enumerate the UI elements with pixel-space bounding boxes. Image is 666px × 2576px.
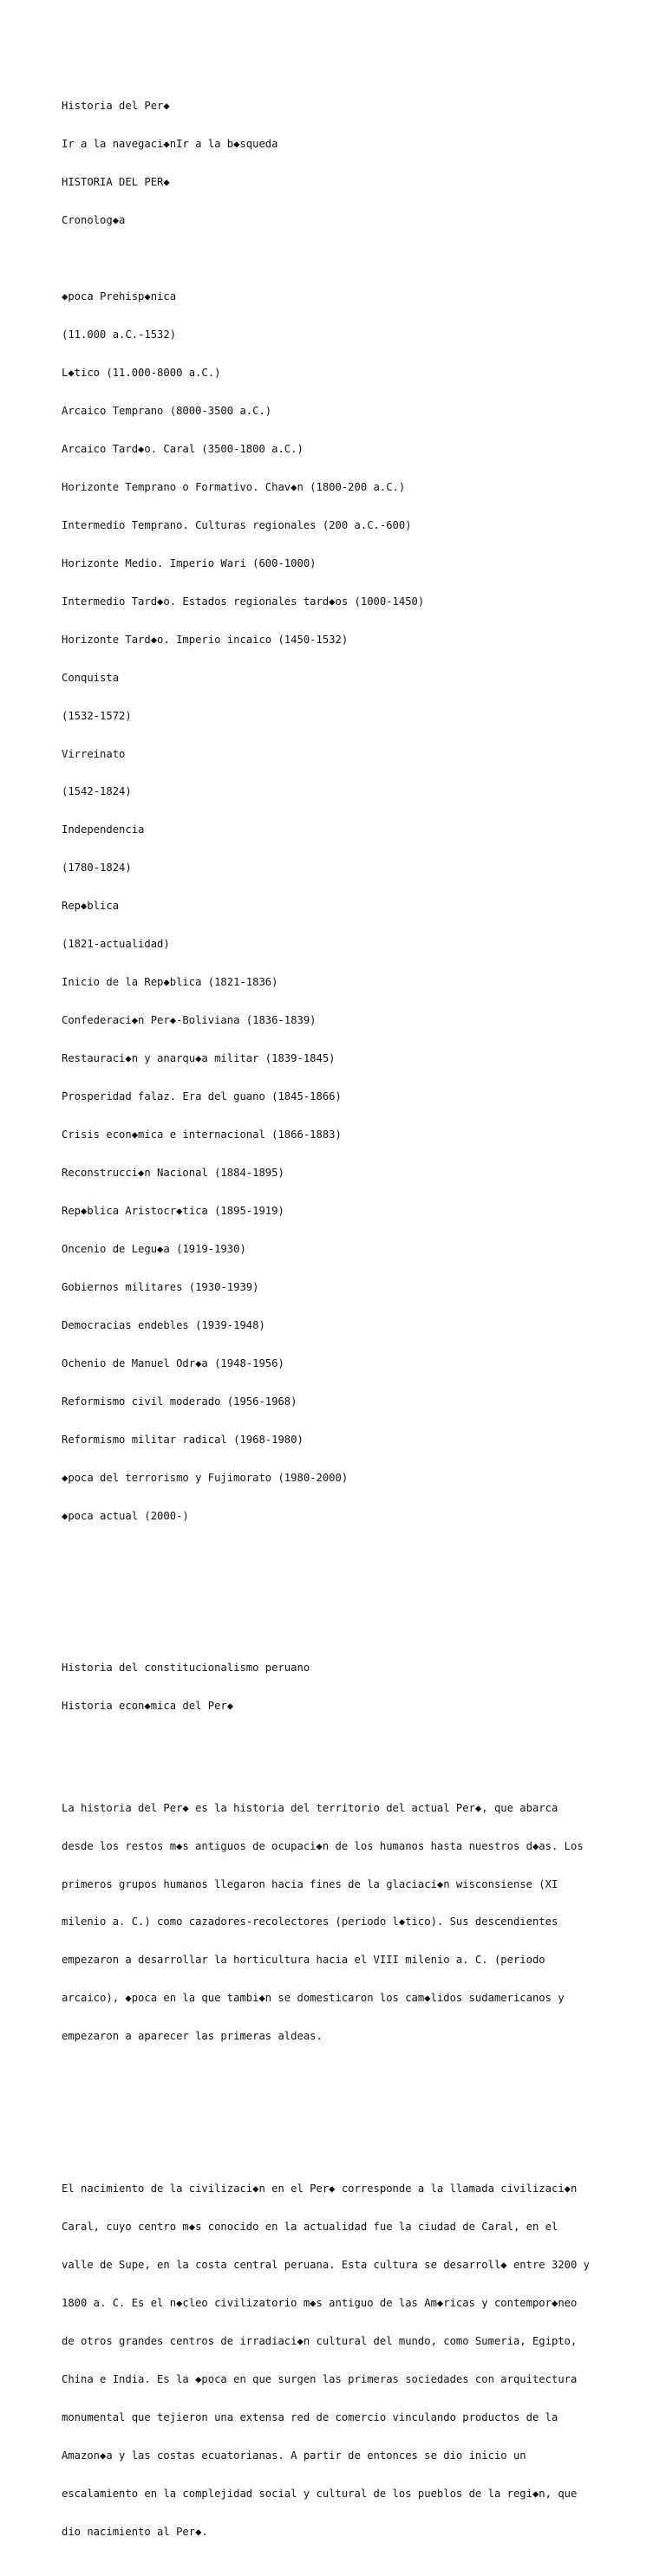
paragraph-line: empezaron a desarrollar la horticultura hacia el VIII milenio a. C. (periodo: [62, 1954, 545, 1967]
paragraph-line: dio nacimiento al Per◆.: [62, 2525, 208, 2538]
chronology-item: Confederaci◆n Per◆-Boliviana (1836-1839): [62, 1014, 317, 1027]
chronology-item: Reformismo militar radical (1968-1980): [62, 1433, 304, 1446]
chronology-item: Conquista: [62, 671, 120, 684]
chronology-item: (1780-1824): [62, 862, 132, 875]
paragraph-line: China e India. Es la ◆poca en que surgen las primeras sociedades con arquitectura: [62, 2372, 578, 2385]
chronology-item: Intermedio Temprano. Culturas regionales (200 a.C.-600): [62, 518, 412, 531]
chronology-list: [62, 265, 608, 1548]
chronology-item: Horizonte Temprano o Formativo. Chav◆n (1800-200 a.C.): [62, 480, 406, 493]
chronology-heading: Cronolog◆a: [62, 214, 126, 227]
chronology-item: Reformismo civil moderado (1956-1968): [62, 1395, 297, 1408]
chronology-item: Virreinato: [62, 747, 126, 760]
paragraph-line: Amazon◆a y las costas ecuatorianas. A partir de entonces se dio inicio un: [62, 2449, 526, 2462]
chronology-item: (1532-1572): [62, 709, 132, 722]
chronology-item: Horizonte Medio. Imperio Wari (600-1000): [62, 556, 317, 569]
blank-line: [62, 1586, 608, 1599]
related-link[interactable]: Historia econ◆mica del Per◆: [62, 1700, 234, 1713]
chronology-item: Rep◆blica Aristocr◆tica (1895-1919): [62, 1204, 284, 1217]
chronology-item: ◆poca Prehisp◆nica: [62, 290, 177, 303]
chronology-item: Democracias endebles (1939-1948): [62, 1318, 265, 1331]
chronology-item: Oncenio de Legu◆a (1919-1930): [62, 1242, 246, 1255]
paragraph-line: El nacimiento de la civilizaci◆n en el Per◆ corresponde a la llamada civilizaci◆n: [62, 2182, 578, 2195]
chronology-item: Rep◆blica: [62, 900, 120, 913]
chronology-item: ◆poca del terrorismo y Fujimorato (1980-2000): [62, 1471, 349, 1484]
chronology-item: Independencia: [62, 823, 145, 836]
chronology-item: ◆poca actual (2000-): [62, 1509, 189, 1522]
caral-paragraph: [62, 2157, 608, 2564]
paragraph-line: desde los restos m◆s antiguos de ocupaci◆n de los humanos hasta nuestros d◆as. Los: [62, 1839, 584, 1852]
paragraph-line: arcaico), ◆poca en la que tambi◆n se domesticaron los cam◆lidos sudamericanos y: [62, 1992, 565, 2005]
chronology-item: L◆tico (11.000-8000 a.C.): [62, 367, 221, 379]
paragraph-line: primeros grupos humanos llegaron hacia fines de la glaciaci◆n wisconsiense (XI: [62, 1877, 558, 1890]
chronology-item: (11.000 a.C.-1532): [62, 329, 177, 342]
chronology-item: Reconstrucci◆n Nacional (1884-1895): [62, 1167, 284, 1180]
related-articles: [62, 1636, 608, 1738]
chronology-item: Gobiernos militares (1930-1939): [62, 1280, 259, 1293]
paragraph-line: milenio a. C.) como cazadores-recolectores (periodo l◆tico). Sus descendientes: [62, 1916, 558, 1929]
chronology-item: Ochenio de Manuel Odr◆a (1948-1956): [62, 1356, 284, 1369]
chronology-item: Inicio de la Rep◆blica (1821-1836): [62, 976, 278, 989]
paragraph-line: Caral, cuyo centro m◆s conocido en la actualidad fue la ciudad de Caral, en el: [62, 2221, 558, 2234]
skip-navigation-links[interactable]: Ir a la navegaci◆nIr a la b◆squeda: [62, 138, 278, 151]
paragraph-line: 1800 a. C. Es el n◆cleo civilizatorio m◆s antiguo de las Am◆ricas y contempor◆neo: [62, 2297, 578, 2310]
article-heading: HISTORIA DEL PER◆: [62, 176, 170, 189]
intro-paragraph: [62, 1776, 608, 2068]
chronology-item: Arcaico Tard◆o. Caral (3500-1800 a.C.): [62, 442, 304, 455]
blank-line: [62, 2106, 608, 2119]
paragraph-line: valle de Supe, en la costa central peruana. Esta cultura se desarroll◆ entre 3200 y: [62, 2259, 591, 2272]
paragraph-line: monumental que tejieron una extensa red de comercio vinculando productos de la: [62, 2410, 558, 2423]
chronology-item: Crisis econ◆mica e internacional (1866-1883): [62, 1129, 342, 1142]
chronology-item: Horizonte Tard◆o. Imperio incaico (1450-1532): [62, 633, 349, 646]
paragraph-line: escalamiento en la complejidad social y cultural de los pueblos de la regi◆n, que: [62, 2487, 578, 2500]
chronology-item: Restauraci◆n y anarqu◆a militar (1839-1845): [62, 1052, 336, 1065]
paragraph-line: empezaron a aparecer las primeras aldeas.: [62, 2030, 323, 2043]
chronology-item: Prosperidad falaz. Era del guano (1845-1866): [62, 1090, 342, 1103]
chronology-item: (1542-1824): [62, 785, 132, 798]
document-page: [62, 75, 608, 2576]
document-title: Historia del Per◆: [62, 100, 170, 113]
chronology-item: Arcaico Temprano (8000-3500 a.C.): [62, 404, 272, 417]
paragraph-line: de otros grandes centros de irradiaci◆n cultural del mundo, como Sumeria, Egipto,: [62, 2335, 578, 2347]
chronology-item: (1821-actualidad): [62, 938, 170, 951]
related-link[interactable]: Historia del constitucionalismo peruano: [62, 1662, 310, 1675]
chronology-item: Intermedio Tard◆o. Estados regionales tard◆os (1000-1450): [62, 595, 425, 608]
paragraph-line: La historia del Per◆ es la historia del territorio del actual Per◆, que abarca: [62, 1801, 558, 1814]
